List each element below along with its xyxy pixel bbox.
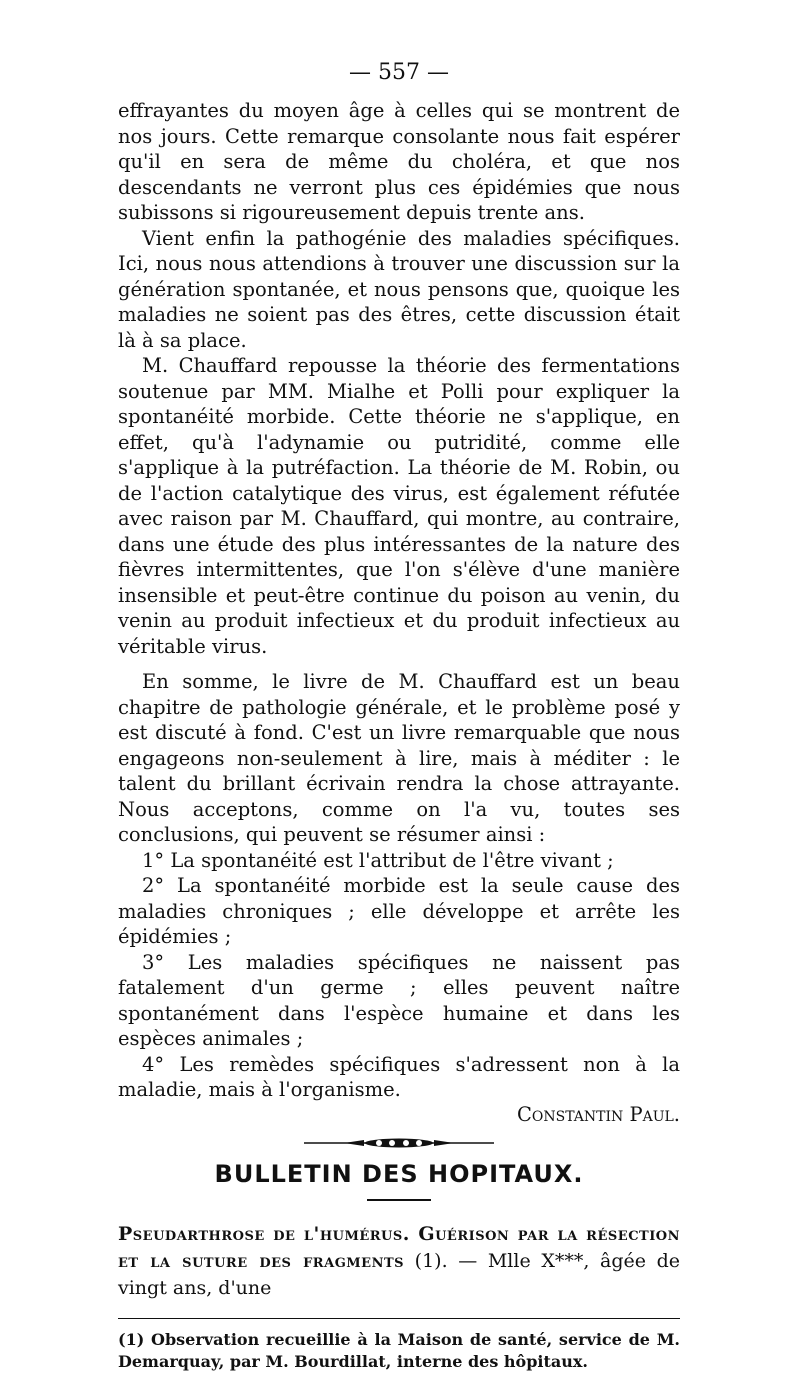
- footnote-divider: [118, 1318, 680, 1319]
- ornament-icon: [304, 1135, 494, 1151]
- paragraph-gap: [118, 659, 680, 669]
- final-conclusion-line: [118, 1052, 680, 1103]
- paragraph: effrayantes du moyen âge à celles qui se montrent de nos jours. Cette remarque consolante nous fait espérer qu'il en sera de même du choléra, et que nos descendants ne verront plus ces épidémies que nous subissons si rigoureusement depuis trente ans.: [118, 99, 680, 224]
- section-title: BULLETIN DES HOPITAUX.: [214, 1160, 584, 1188]
- article-intro: . — Mlle X***, âgée de vingt ans, d'une: [118, 1250, 680, 1299]
- page-number: — 557 —: [349, 60, 449, 85]
- document-page: [118, 58, 680, 1373]
- article-heading: Pseudarthrose de l'humérus. Guérison par la résection et la suture des fragments: [118, 1223, 680, 1272]
- paragraph: En somme, le livre de M. Chauffard est un beau chapitre de pathologie générale, et le problème posé y est discuté à fond. C'est un livre remarquable que nous engageons non-seulement à lire, mais à méditer : le talent du brillant écrivain rendra la chose attrayante. Nous acceptons, comme on l'a vu, toutes ses conclusions, qui peuvent se résumer ainsi :: [118, 670, 680, 846]
- ornament-divider: [118, 1135, 680, 1151]
- paragraph: M. Chauffard repousse la théorie des fermentations soutenue par MM. Mialhe et Polli pour expliquer la spontanéité morbide. Cette théorie ne s'applique, en effet, qu'à l'adynamie ou putridité, comme elle s'applique à la putréfaction. La théorie de M. Robin, ou de l'action catalytique des virus, est également réfutée avec raison par M. Chauffard, qui montre, au contraire, dans une étude des plus intéressantes de la nature des fièvres intermittentes, que l'on s'élève d'une manière insensible et peut-être continue du poison au venin, du venin au produit infectieux et du produit infectieux au véritable virus.: [118, 354, 680, 658]
- conclusion-item: 1° La spontanéité est l'attribut de l'être vivant ;: [142, 848, 614, 872]
- conclusion-item: 3° Les maladies spécifiques ne naissent pas fatalement d'un germe ; elles peuvent naître spontanément dans l'espèce humaine et dans les espèces animales ;: [118, 950, 680, 1050]
- footnote: (1) Observation recueillie à la Maison de santé, service de M. Demarquay, par M. Bourdillat, interne des hôpitaux.: [118, 1330, 680, 1371]
- signature-line: [118, 1102, 680, 1128]
- signature: Constantin Paul.: [516, 1102, 680, 1126]
- conclusion-item: 2° La spontanéité morbide est la seule cause des maladies chroniques ; elle développe et arrête les épidémies ;: [118, 874, 680, 948]
- section-divider: [367, 1199, 431, 1201]
- body-text: [118, 98, 680, 1127]
- conclusion-item: 4° Les remèdes spécifiques s'adressent non à la maladie, mais à l'organisme.: [118, 1052, 680, 1101]
- paragraph: Vient enfin la pathogénie des maladies spécifiques. Ici, nous nous attendions à trouver une discussion sur la génération spontanée, et nous pensons que, quoique les maladies ne soient pas des êtres, cette discussion était là à sa place.: [118, 226, 680, 352]
- footnote-reference: (1): [414, 1250, 442, 1272]
